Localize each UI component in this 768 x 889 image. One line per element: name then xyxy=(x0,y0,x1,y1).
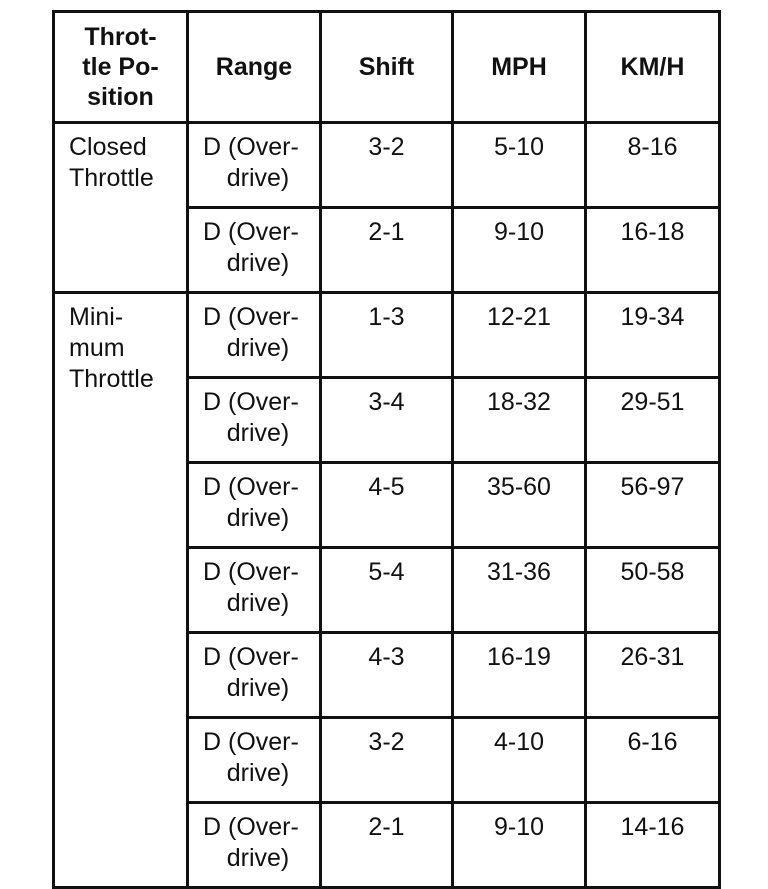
table-row xyxy=(54,123,720,208)
range-cell: D (Over- drive) xyxy=(188,463,321,548)
table-row xyxy=(54,293,720,378)
mph-cell: 18-32 xyxy=(453,378,586,463)
range-cell: D (Over- drive) xyxy=(188,378,321,463)
kmh-cell: 6-16 xyxy=(586,718,720,803)
shift-cell: 3-2 xyxy=(321,718,453,803)
mph-cell: 4-10 xyxy=(453,718,586,803)
shift-cell: 4-5 xyxy=(321,463,453,548)
shift-speed-table xyxy=(52,10,721,889)
table-body xyxy=(54,123,720,888)
throttle-position-minimum: Mini- mum Throttle xyxy=(54,293,188,888)
range-cell: D (Over- drive) xyxy=(188,123,321,208)
mph-cell: 31-36 xyxy=(453,548,586,633)
header-kmh: KM/H xyxy=(586,12,720,123)
kmh-cell: 50-58 xyxy=(586,548,720,633)
mph-cell: 16-19 xyxy=(453,633,586,718)
kmh-cell: 8-16 xyxy=(586,123,720,208)
shift-cell: 5-4 xyxy=(321,548,453,633)
kmh-cell: 14-16 xyxy=(586,803,720,888)
range-cell: D (Over- drive) xyxy=(188,633,321,718)
mph-cell: 12-21 xyxy=(453,293,586,378)
kmh-cell: 26-31 xyxy=(586,633,720,718)
header-range: Range xyxy=(188,12,321,123)
kmh-cell: 29-51 xyxy=(586,378,720,463)
mph-cell: 5-10 xyxy=(453,123,586,208)
kmh-cell: 56-97 xyxy=(586,463,720,548)
mph-cell: 9-10 xyxy=(453,803,586,888)
mph-cell: 35-60 xyxy=(453,463,586,548)
shift-cell: 3-4 xyxy=(321,378,453,463)
header-throttle-position: Throt- tle Po- sition xyxy=(54,12,188,123)
header-shift: Shift xyxy=(321,12,453,123)
range-cell: D (Over- drive) xyxy=(188,293,321,378)
shift-cell: 4-3 xyxy=(321,633,453,718)
shift-cell: 3-2 xyxy=(321,123,453,208)
mph-cell: 9-10 xyxy=(453,208,586,293)
shift-cell: 2-1 xyxy=(321,803,453,888)
kmh-cell: 16-18 xyxy=(586,208,720,293)
header-mph: MPH xyxy=(453,12,586,123)
table-header-row xyxy=(54,12,720,123)
range-cell: D (Over- drive) xyxy=(188,718,321,803)
range-cell: D (Over- drive) xyxy=(188,208,321,293)
range-cell: D (Over- drive) xyxy=(188,548,321,633)
kmh-cell: 19-34 xyxy=(586,293,720,378)
shift-cell: 1-3 xyxy=(321,293,453,378)
shift-cell: 2-1 xyxy=(321,208,453,293)
throttle-position-closed: Closed Throttle xyxy=(54,123,188,293)
range-cell: D (Over- drive) xyxy=(188,803,321,888)
